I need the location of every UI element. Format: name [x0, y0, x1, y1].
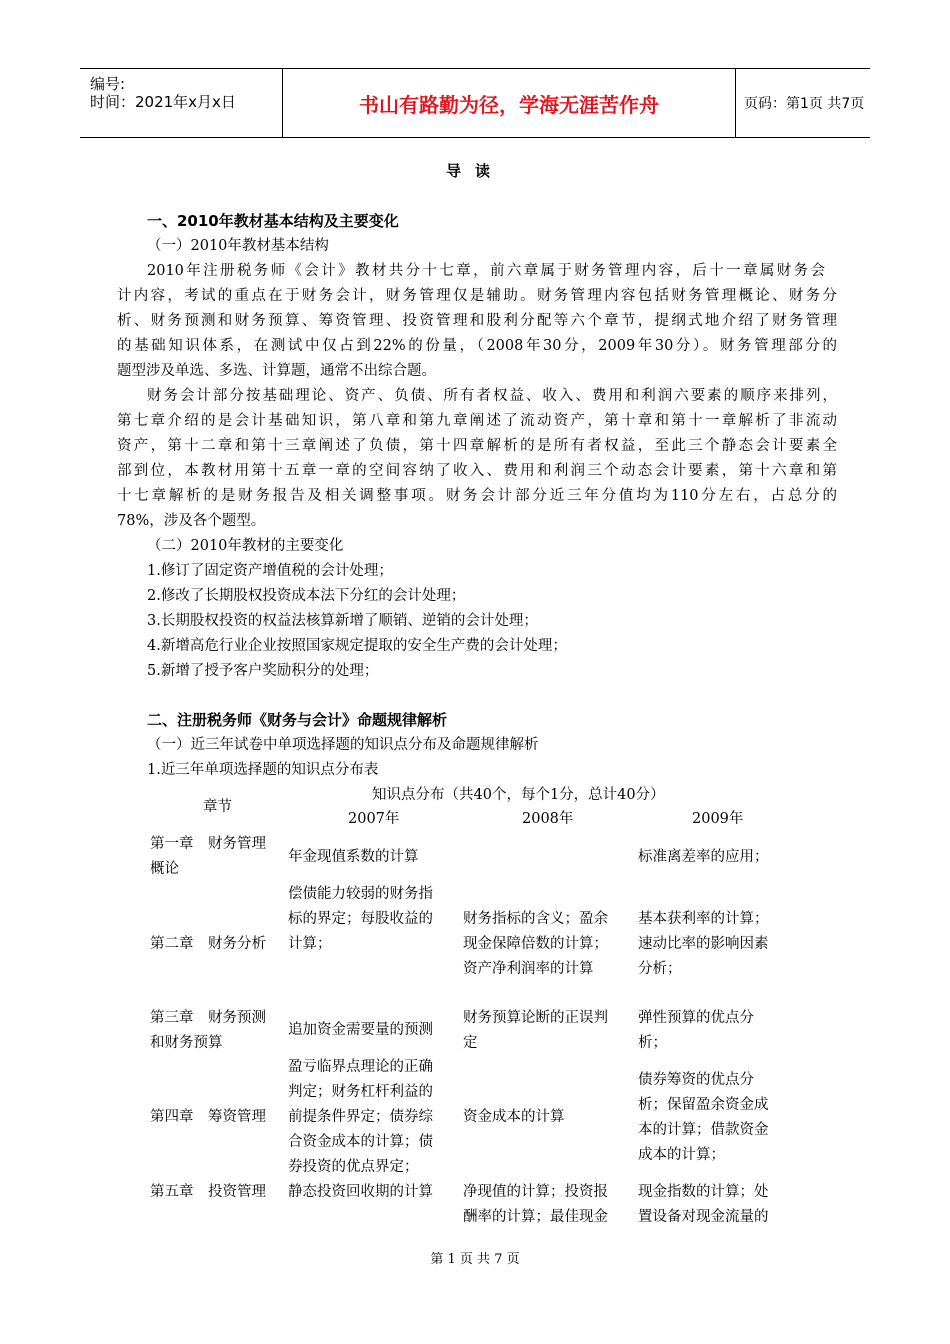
- table-cell-2009: 债券筹资的优点分: [638, 1072, 754, 1088]
- table-cell-2009: 标准离差率的应用；: [638, 849, 769, 865]
- change-item: 1.修订了固定资产增值税的会计处理；: [147, 563, 393, 579]
- table-cell-2008: 资金成本的计算: [463, 1109, 565, 1125]
- table-cell-2009: 成本的计算；: [638, 1147, 725, 1163]
- table-cell-2008: 净现值的计算；投资报: [463, 1184, 608, 1200]
- table-cell-2008: 财务预算论断的正误判: [463, 1010, 608, 1026]
- table-row-chapter: 第四章 筹资管理: [150, 1109, 266, 1125]
- col-header-year: 2007年: [348, 811, 400, 827]
- table-cell-2007: 判定；财务杠杆利益的: [288, 1084, 433, 1100]
- section1-sub1: （一）2010年教材基本结构: [147, 238, 329, 254]
- table-title: 1.近三年单项选择题的知识点分布表: [147, 762, 379, 778]
- table-cell-2007: 券投资的优点界定；: [288, 1159, 419, 1175]
- header-left: [80, 69, 282, 137]
- change-item: 2.修改了长期股权投资成本法下分红的会计处理；: [147, 588, 466, 604]
- header-motto: 书山有路勤为径，学海无涯苦作舟: [282, 69, 736, 137]
- table-cell-2009: 分析；: [638, 961, 682, 977]
- table-cell-2007: 年金现值系数的计算: [288, 849, 419, 865]
- table-cell-2007: 计算；: [288, 936, 332, 952]
- change-item: 4.新增高危行业企业按照国家规定提取的安全生产费的会计处理；: [147, 638, 567, 654]
- table-row-chapter: 第五章 投资管理: [150, 1184, 266, 1200]
- table-cell-2009: 置设备对现金流量的: [638, 1209, 769, 1225]
- para1-line: 题型涉及单选、多选、计算题，通常不出综合题。: [117, 363, 436, 379]
- col-header-chapter: 章节: [203, 799, 232, 815]
- table-cell-2009: 本的计算；借款资金: [638, 1122, 769, 1138]
- para2-line: 十七章解析的是财务报告及相关调整事项。财务会计部分近三年分值均为110分左右，占总分的: [117, 488, 837, 504]
- table-cell-2009: 基本获利率的计算；: [638, 911, 769, 927]
- doc-time-label: 时间：2021年x月x日: [90, 93, 236, 111]
- table-cell-2007: 盈亏临界点理论的正确: [288, 1059, 433, 1075]
- para1-line: 的基础知识体系，在测试中仅占到22%的份量，（2008年30分，2009年30分）。财务管理部分的: [117, 338, 837, 354]
- table-cell-2009: 现金指数的计算；处: [638, 1184, 769, 1200]
- table-row-chapter: 概论: [150, 861, 179, 877]
- table-cell-2008: 财务指标的含义；盈余: [463, 911, 608, 927]
- table-row-chapter: 第二章 财务分析: [150, 936, 266, 952]
- table-row-chapter: 第一章 财务管理: [150, 836, 266, 852]
- col-header-year: 2009年: [692, 811, 744, 827]
- section1-sub2: （二）2010年教材的主要变化: [147, 538, 344, 554]
- header-right: [736, 69, 870, 137]
- section1-heading: 一、2010年教材基本结构及主要变化: [147, 212, 399, 230]
- table-cell-2009: 弹性预算的优点分: [638, 1010, 754, 1026]
- page-title: 导读: [445, 162, 504, 180]
- table-cell-2009: 析；保留盈余资金成: [638, 1097, 769, 1113]
- table-cell-2007: 前提条件界定；债券综: [288, 1109, 433, 1125]
- table-cell-2008: 酬率的计算；最佳现金: [463, 1209, 608, 1225]
- para1-line: 析、财务预测和财务预算、筹资管理、投资管理和股利分配等六个章节，提纲式地介绍了财务管理: [117, 313, 837, 329]
- para2-line: 部到位，本教材用第十五章一章的空间容纳了收入、费用和利润三个动态会计要素，第十六章和第: [117, 463, 837, 479]
- table-cell-2007: 偿债能力较弱的财务指: [288, 886, 433, 902]
- table-cell-2008: 定: [463, 1035, 478, 1051]
- table-row-chapter: 和财务预算: [150, 1035, 223, 1051]
- col-header-distribution: 知识点分布（共40个，每个1分，总计40分）: [372, 787, 665, 803]
- table-cell-2008: 现金保障倍数的计算；: [463, 936, 608, 952]
- table-cell-2007: 合资金成本的计算；债: [288, 1134, 433, 1150]
- section2-sub1: （一）近三年试卷中单项选择题的知识点分布及命题规律解析: [147, 737, 539, 753]
- page-header: [80, 68, 870, 138]
- para1-line: 计内容，考试的重点在于财务会计，财务管理仅是辅助。财务管理内容包括财务管理概论、财务分: [117, 288, 837, 304]
- table-cell-2008: 资产净利润率的计算: [463, 961, 594, 977]
- page-footer: 第 1 页 共 7 页: [430, 1252, 520, 1267]
- change-item: 3.长期股权投资的权益法核算新增了顺销、逆销的会计处理；: [147, 613, 538, 629]
- table-cell-2007: 静态投资回收期的计算: [288, 1184, 433, 1200]
- para2-line: 第七章介绍的是会计基础知识，第八章和第九章阐述了流动资产，第十章和第十一章解析了非流动: [117, 413, 837, 429]
- table-cell-2009: 析；: [638, 1035, 667, 1051]
- para2-line: 财务会计部分按基础理论、资产、负债、所有者权益、收入、费用和利润六要素的顺序来排列，: [147, 388, 837, 404]
- col-header-year: 2008年: [522, 811, 574, 827]
- page-info: 页码：第1页 共7页: [744, 96, 865, 112]
- table-cell-2009: 速动比率的影响因素: [638, 936, 769, 952]
- table-cell-2007: 标的界定；每股收益的: [288, 911, 433, 927]
- table-cell-2007: 追加资金需要量的预测: [288, 1022, 433, 1038]
- section2-heading: 二、注册税务师《财务与会计》命题规律解析: [147, 711, 448, 729]
- para2-line: 资产，第十二章和第十三章阐述了负债，第十四章解析的是所有者权益，至此三个静态会计要素全: [117, 438, 837, 454]
- table-row-chapter: 第三章 财务预测: [150, 1010, 266, 1026]
- change-item: 5.新增了授予客户奖励积分的处理；: [147, 663, 379, 679]
- doc-number-label: 编号:: [90, 75, 126, 93]
- para1-line: 2010年注册税务师《会计》教材共分十七章，前六章属于财务管理内容，后十一章属财务会: [147, 263, 825, 279]
- para2-line: 78%，涉及各个题型。: [117, 513, 266, 529]
